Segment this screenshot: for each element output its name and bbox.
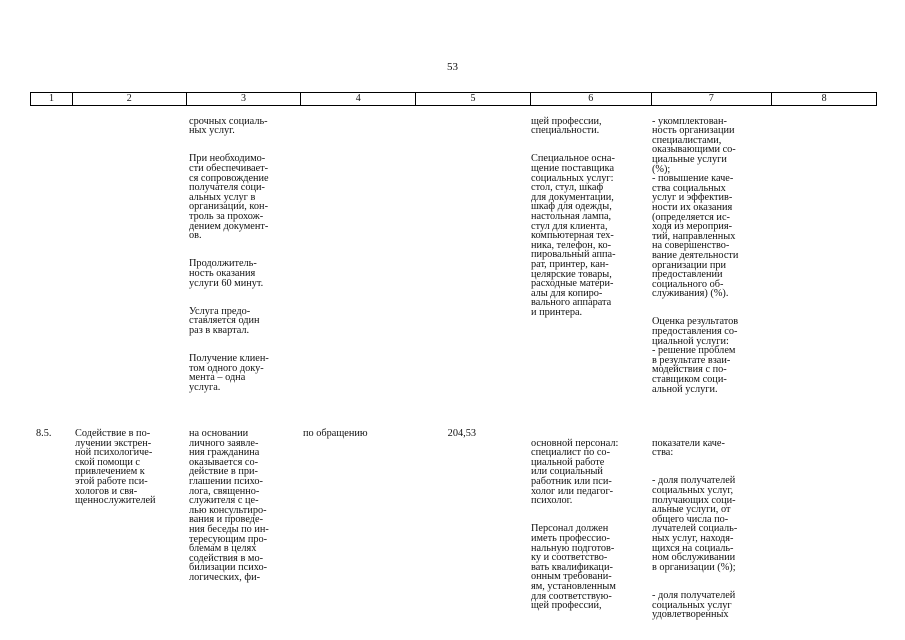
row-quality-para: - доля получателей социальных услуг удовлетворенных: [652, 589, 736, 621]
continuation-col7-para: Оценка результатов предоставления со- циальной услуги: - решение проблем в результате взаи- модействия с по- ставщиком соци- альной услуги.: [652, 316, 739, 395]
row-quality-para: показатели каче- ства:: [652, 437, 725, 459]
row-service-description: на основании личного заявле- ния гражданина оказывается со- действие в при- глашении психо- лога, священно- служителя с це- лью консультиро- вания и проведе- ния беседы по ин- тересующим про- блемам в целях содействия в мо- билизации психо- логических, фи-: [189, 428, 269, 583]
row-conditions: [531, 429, 646, 620]
continuation-col6: [531, 107, 646, 327]
row-number: 8.5.: [36, 428, 52, 439]
row-tariff: 204,53: [447, 428, 476, 439]
header-col-5: 5: [416, 93, 531, 105]
continuation-col6-para: Специальное осна- щение поставщика социальных услуг: стол, стул, шкаф для документации, шкаф для одежды, настольная лампа, стул для клиента, компьютерная тех- ника, телефон, ко- пировальный аппа- рат, принтер, кан- целярские товары, расходные матери- алы для копиро- вального аппарата и принтера.: [531, 153, 616, 318]
continuation-col7: [652, 107, 770, 404]
header-col-7: 7: [652, 93, 773, 105]
continuation-col3-para: срочных социаль- ных услуг.: [189, 115, 268, 137]
header-col-6: 6: [531, 93, 652, 105]
continuation-col3-para: Получение клиен- том одного доку- мента – одна услуга.: [189, 353, 269, 393]
header-col-2: 2: [73, 93, 187, 105]
row-conditions-para: основной персонал: специалист по со- циальной работе или социальный работник или пси- холог или педагог- психолог.: [531, 437, 619, 507]
continuation-col3-para: При необходимо- сти обеспечивает- ся сопровождение получателя соци- альных услуг в организации, кон- троль за прохож- дением документ- ов.: [189, 153, 269, 242]
header-col-4: 4: [301, 93, 416, 105]
table-header-row: [30, 92, 877, 106]
header-col-8: 8: [821, 93, 827, 104]
continuation-col3-para: Продолжитель- ность оказания услуги 60 минут.: [189, 258, 264, 289]
row-periodicity: по обращению: [303, 428, 368, 439]
header-col-3: 3: [187, 93, 302, 105]
header-col-1: 1: [31, 93, 73, 105]
continuation-col7-para: - укомплектован- ность организации специалистами, оказывающими со- циальные услуги (%); - повышение каче- ства социальных услуг и эффектив- ности их оказания (определяется ис- ходя из мероприя- тий, направленных на совершенство- вание деятельности организации при предоставлении социального об- служивания) (%).: [652, 115, 739, 300]
continuation-col6-para: щей профессии, специальности.: [531, 115, 602, 137]
row-quality-indicators: [652, 429, 770, 629]
continuation-col3-para: Услуга предо- ставляется один раз в квартал.: [189, 305, 260, 336]
page-number: 53: [447, 61, 458, 73]
row-service-name: Содействие в по- лучении экстрен- ной психологиче- ской помощи с привлечением к этой работе пси- хологов и свя- щеннослужителей: [75, 428, 156, 507]
continuation-col3: [189, 107, 299, 402]
row-conditions-para: Персонал должен иметь профессио- нальную подготов- ку и соответство- вать квалификаци- онным требовани- ям, установленным для соответствую- щей профессии,: [531, 523, 616, 612]
row-quality-para: - доля получателей социальных услуг, получающих соци- альные услуги, от общего числа по- лучателей социаль- ных услуг, находя- щихся на социаль- ном обслуживании в организации (%);: [652, 475, 738, 573]
